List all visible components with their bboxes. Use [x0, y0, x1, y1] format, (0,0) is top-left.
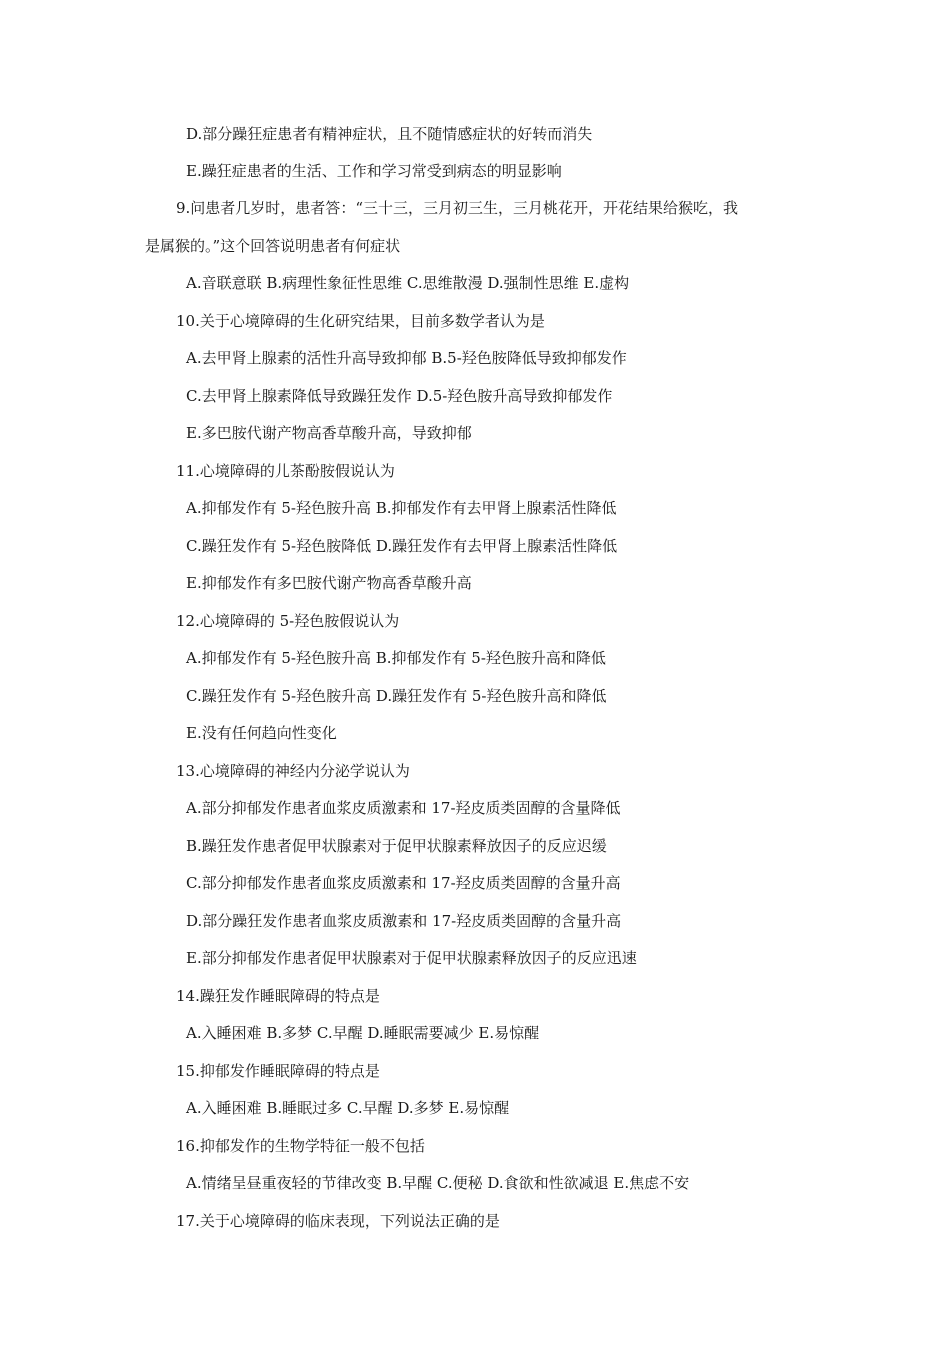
question-15: 15.抑郁发作睡眠障碍的特点是 — [176, 1062, 380, 1080]
question-13: 13.心境障碍的神经内分泌学说认为 — [176, 762, 410, 780]
option-13e: E.部分抑郁发作患者促甲状腺素对于促甲状腺素释放因子的反应迅速 — [186, 949, 637, 967]
options-16: A.情绪呈昼重夜轻的节律改变 B.早醒 C.便秘 D.食欲和性欲减退 E.焦虑不安 — [186, 1174, 690, 1192]
question-12: 12.心境障碍的 5-羟色胺假说认为 — [176, 612, 400, 630]
options-9: A.音联意联 B.病理性象征性思维 C.思维散漫 D.强制性思维 E.虚构 — [186, 274, 630, 292]
question-11: 11.心境障碍的儿茶酚胺假说认为 — [176, 462, 395, 480]
option-10e: E.多巴胺代谢产物高香草酸升高，导致抑郁 — [186, 424, 472, 442]
option-13c: C.部分抑郁发作患者血浆皮质激素和 17-羟皮质类固醇的含量升高 — [186, 874, 621, 892]
option-11e: E.抑郁发作有多巴胺代谢产物高香草酸升高 — [186, 574, 472, 592]
question-9: 9.问患者几岁时，患者答：“三十三，三月初三生，三月桃花开，开花结果给猴吃，我 — [176, 199, 738, 217]
question-14: 14.躁狂发作睡眠障碍的特点是 — [176, 987, 380, 1005]
option-8e: E.躁狂症患者的生活、工作和学习常受到病态的明显影响 — [186, 162, 562, 180]
option-8d: D.部分躁狂症患者有精神症状，且不随情感症状的好转而消失 — [186, 125, 593, 143]
options-12-cd: C.躁狂发作有 5-羟色胺升高 D.躁狂发作有 5-羟色胺升高和降低 — [186, 687, 607, 705]
options-12-ab: A.抑郁发作有 5-羟色胺升高 B.抑郁发作有 5-羟色胺升高和降低 — [186, 649, 606, 667]
question-17: 17.关于心境障碍的临床表现，下列说法正确的是 — [176, 1212, 500, 1230]
option-13a: A.部分抑郁发作患者血浆皮质激素和 17-羟皮质类固醇的含量降低 — [186, 799, 621, 817]
options-11-ab: A.抑郁发作有 5-羟色胺升高 B.抑郁发作有去甲肾上腺素活性降低 — [186, 499, 617, 517]
question-16: 16.抑郁发作的生物学特征一般不包括 — [176, 1137, 425, 1155]
options-14: A.入睡困难 B.多梦 C.早醒 D.睡眠需要减少 E.易惊醒 — [186, 1024, 540, 1042]
options-10-cd: C.去甲肾上腺素降低导致躁狂发作 D.5-羟色胺升高导致抑郁发作 — [186, 387, 613, 405]
option-13d: D.部分躁狂发作患者血浆皮质激素和 17-羟皮质类固醇的含量升高 — [186, 912, 622, 930]
option-12e: E.没有任何趋向性变化 — [186, 724, 337, 742]
options-15: A.入睡困难 B.睡眠过多 C.早醒 D.多梦 E.易惊醒 — [186, 1099, 510, 1117]
options-11-cd: C.躁狂发作有 5-羟色胺降低 D.躁狂发作有去甲肾上腺素活性降低 — [186, 537, 618, 555]
question-9-continuation: 是属猴的。”这个回答说明患者有何症状 — [145, 237, 401, 255]
option-13b: B.躁狂发作患者促甲状腺素对于促甲状腺素释放因子的反应迟缓 — [186, 837, 607, 855]
options-10-ab: A.去甲肾上腺素的活性升高导致抑郁 B.5-羟色胺降低导致抑郁发作 — [186, 349, 627, 367]
question-10: 10.关于心境障碍的生化研究结果，目前多数学者认为是 — [176, 312, 545, 330]
